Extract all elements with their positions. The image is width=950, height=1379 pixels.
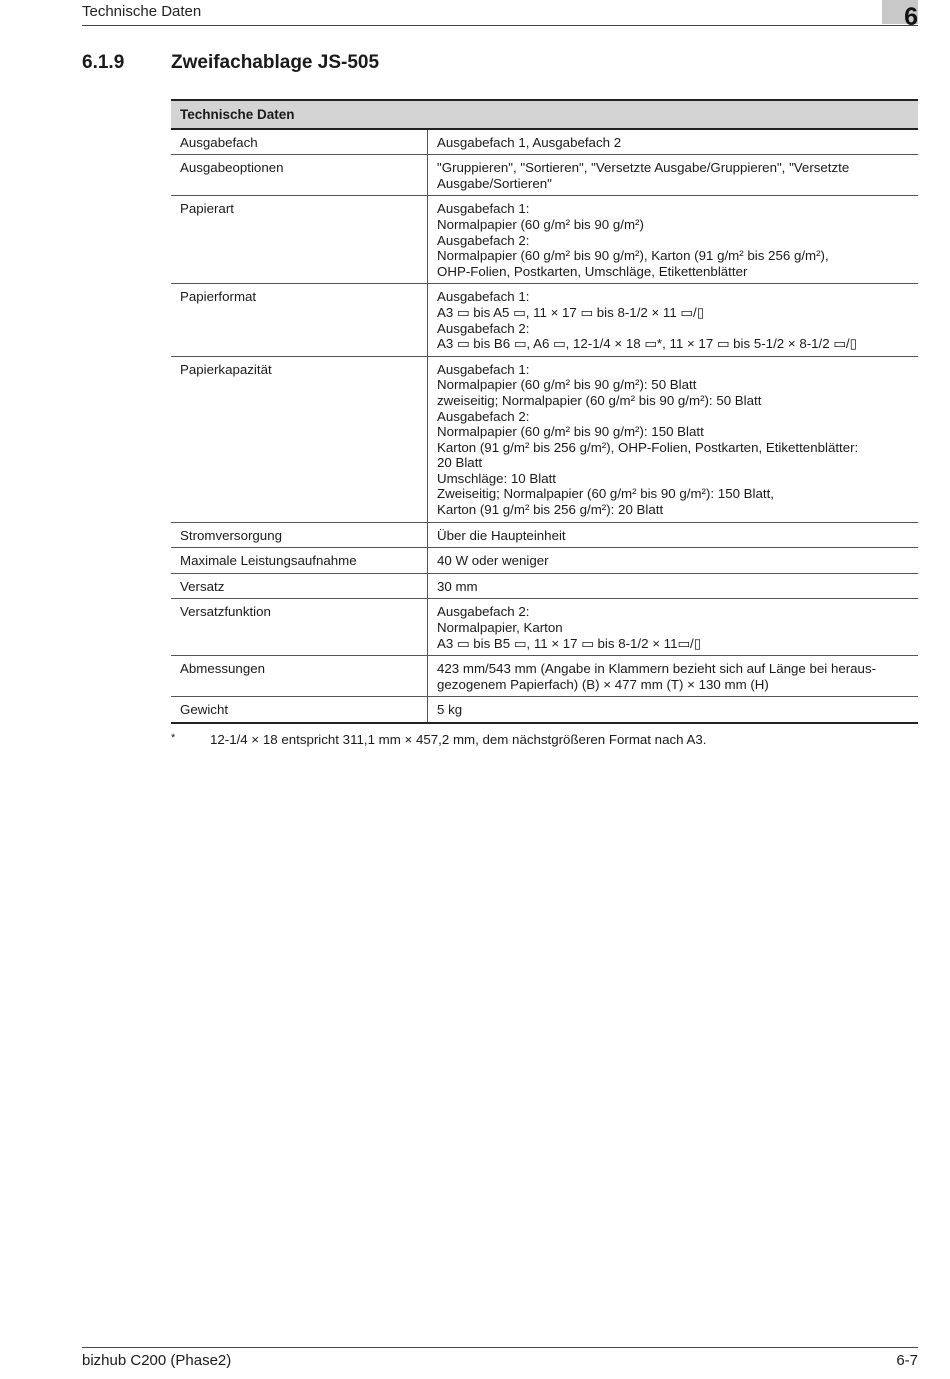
value-line: Karton (91 g/m² bis 256 g/m²): 20 Blatt bbox=[437, 502, 664, 518]
row-value bbox=[428, 548, 919, 574]
row-label: Gewicht bbox=[171, 697, 428, 723]
value-line: Karton (91 g/m² bis 256 g/m²), OHP-Folien, Postkarten, Etikettenblätter: bbox=[437, 439, 859, 455]
row-value bbox=[428, 356, 919, 522]
value-line: Normalpapier (60 g/m² bis 90 g/m²) bbox=[437, 216, 644, 232]
table-row bbox=[171, 522, 918, 548]
chapter-number: 6 bbox=[904, 3, 918, 31]
row-label: Papierformat bbox=[171, 284, 428, 356]
chapter-tab bbox=[882, 0, 918, 31]
value-line: Normalpapier (60 g/m² bis 90 g/m²): 50 Blatt bbox=[437, 377, 697, 393]
footer-product: bizhub C200 (Phase2) bbox=[82, 1352, 232, 1369]
footer-page-number: 6-7 bbox=[896, 1352, 918, 1369]
value-line: Ausgabefach 1: bbox=[437, 289, 530, 305]
table-header-row bbox=[171, 100, 918, 129]
row-label: Stromversorgung bbox=[171, 522, 428, 548]
row-value bbox=[428, 522, 919, 548]
section-title: Zweifachablage JS-505 bbox=[171, 52, 380, 73]
value-line: Ausgabefach 2: bbox=[437, 232, 530, 248]
table-body bbox=[171, 129, 918, 723]
row-label: Ausgabeoptionen bbox=[171, 155, 428, 196]
value-line: Ausgabefach 2: bbox=[437, 408, 530, 424]
table-row bbox=[171, 548, 918, 574]
row-value bbox=[428, 155, 919, 196]
value-line: Über die Haupteinheit bbox=[437, 527, 566, 543]
value-line: 40 W oder weniger bbox=[437, 553, 549, 569]
table-row bbox=[171, 599, 918, 656]
table-header: Technische Daten bbox=[171, 100, 918, 129]
header-title: Technische Daten bbox=[82, 3, 202, 20]
row-label: Versatzfunktion bbox=[171, 599, 428, 656]
value-line: Normalpapier, Karton bbox=[437, 620, 563, 636]
value-line: 20 Blatt bbox=[437, 455, 483, 471]
table-row bbox=[171, 284, 918, 356]
table-row bbox=[171, 697, 918, 723]
row-label: Ausgabefach bbox=[171, 129, 428, 155]
table-row bbox=[171, 573, 918, 599]
row-label: Papierkapazität bbox=[171, 356, 428, 522]
value-line: OHP-Folien, Postkarten, Umschläge, Etikettenblätter bbox=[437, 263, 748, 279]
value-line: Ausgabefach 1, Ausgabefach 2 bbox=[437, 134, 622, 150]
footnote-text: 12-1/4 × 18 entspricht 311,1 mm × 457,2 mm, dem nächstgrößeren Format nach A3. bbox=[210, 732, 707, 747]
value-line: A3 ▭ bis B6 ▭, A6 ▭, 12-1/4 × 18 ▭*, 11 × 17 ▭ bis 5-1/2 × 8-1/2 ▭/▯ bbox=[437, 336, 857, 352]
value-line: "Gruppieren", "Sortieren", "Versetzte Ausgabe/Gruppieren", "Versetzte Ausgabe/Sortieren" bbox=[437, 160, 850, 191]
value-line: 30 mm bbox=[437, 578, 478, 594]
row-value bbox=[428, 573, 919, 599]
value-line: Normalpapier (60 g/m² bis 90 g/m²): 150 Blatt bbox=[437, 424, 704, 440]
value-line: A3 ▭ bis A5 ▭, 11 × 17 ▭ bis 8-1/2 × 11 ▭/▯ bbox=[437, 304, 705, 320]
header-rule bbox=[82, 25, 918, 26]
section-number: 6.1.9 bbox=[82, 52, 125, 73]
row-value bbox=[428, 656, 919, 697]
value-line: Normalpapier (60 g/m² bis 90 g/m²), Karton (91 g/m² bis 256 g/m²), bbox=[437, 248, 829, 264]
value-line: 5 kg bbox=[437, 702, 463, 718]
spec-table bbox=[171, 99, 918, 724]
row-label: Papierart bbox=[171, 196, 428, 284]
row-value bbox=[428, 599, 919, 656]
row-value bbox=[428, 196, 919, 284]
value-line: zweiseitig; Normalpapier (60 g/m² bis 90 g/m²): 50 Blatt bbox=[437, 392, 762, 408]
table-row bbox=[171, 129, 918, 155]
table-row bbox=[171, 155, 918, 196]
value-line: Umschläge: 10 Blatt bbox=[437, 470, 556, 486]
table-row bbox=[171, 196, 918, 284]
row-value bbox=[428, 284, 919, 356]
row-label: Versatz bbox=[171, 573, 428, 599]
value-line: Ausgabefach 2: bbox=[437, 320, 530, 336]
value-line: Ausgabefach 2: bbox=[437, 604, 530, 620]
value-line: Ausgabefach 1: bbox=[437, 201, 530, 217]
row-value bbox=[428, 129, 919, 155]
value-line: Ausgabefach 1: bbox=[437, 361, 530, 377]
row-label: Abmessungen bbox=[171, 656, 428, 697]
table-row bbox=[171, 356, 918, 522]
value-line: Zweiseitig; Normalpapier (60 g/m² bis 90 g/m²): 150 Blatt, bbox=[437, 486, 774, 502]
value-line: A3 ▭ bis B5 ▭, 11 × 17 ▭ bis 8-1/2 × 11▭/▯ bbox=[437, 635, 702, 651]
footer-rule bbox=[82, 1347, 918, 1348]
table-row bbox=[171, 656, 918, 697]
footnote-mark: * bbox=[171, 732, 176, 744]
row-label: Maximale Leistungsaufnahme bbox=[171, 548, 428, 574]
value-line: 423 mm/543 mm (Angabe in Klammern bezieht sich auf Länge bei heraus-gezogenem Papierfach) (B) × 477 mm (T) × 130 mm (H) bbox=[437, 661, 877, 692]
row-value bbox=[428, 697, 919, 723]
